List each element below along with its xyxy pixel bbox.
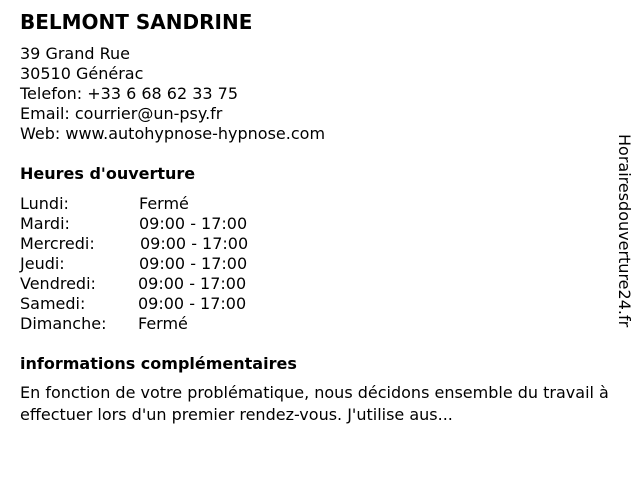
time-value: Fermé xyxy=(138,314,188,333)
time-value: 09:00 - 17:00 xyxy=(139,214,248,233)
day-label: Vendredi: xyxy=(20,274,96,293)
additional-info-text: En fonction de votre problématique, nous décidons ensemble du travail à effectuer lors d'un premier rendez-vous. J'utilise aus... xyxy=(20,383,609,424)
time-value: 09:00 - 17:00 xyxy=(138,294,247,313)
day-label: Jeudi: xyxy=(20,254,65,273)
time-value: Fermé xyxy=(139,194,189,213)
day-label: Samedi: xyxy=(20,294,86,313)
day-label: Mardi: xyxy=(20,214,70,233)
day-label: Lundi: xyxy=(20,194,69,213)
day-label: Dimanche: xyxy=(20,314,107,333)
time-value: 09:00 - 17:00 xyxy=(139,254,248,273)
email-address: Email: courrier@un-psy.fr xyxy=(20,104,223,123)
opening-hours-title: Heures d'ouverture xyxy=(20,164,196,183)
day-label: Mercredi: xyxy=(20,234,95,253)
phone-number: Telefon: +33 6 68 62 33 75 xyxy=(20,84,239,103)
time-value: 09:00 - 17:00 xyxy=(140,234,249,253)
address-city: 30510 Générac xyxy=(20,64,144,83)
additional-info-title: informations complémentaires xyxy=(20,354,297,373)
contact-block xyxy=(20,44,325,144)
address-street: 39 Grand Rue xyxy=(20,44,130,63)
business-name: BELMONT SANDRINE xyxy=(20,10,253,34)
site-watermark: Horairesdouverture24.fr xyxy=(615,134,634,328)
website-url: Web: www.autohypnose-hypnose.com xyxy=(20,124,326,143)
time-value: 09:00 - 17:00 xyxy=(138,274,247,293)
